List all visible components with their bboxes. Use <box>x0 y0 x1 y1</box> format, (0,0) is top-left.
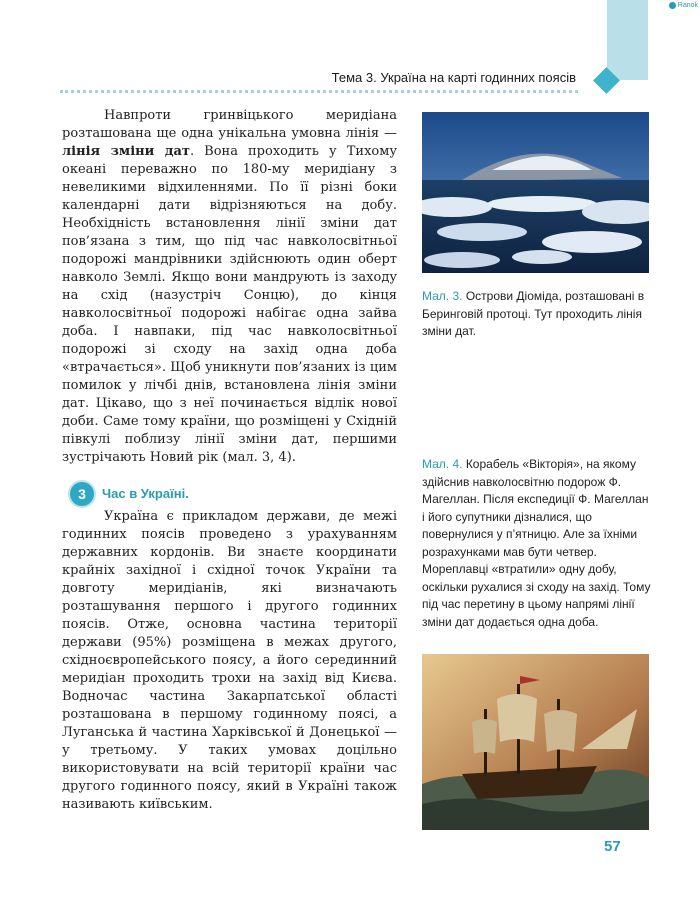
section-number-badge: 3 <box>70 482 94 506</box>
paragraph-date-line: Навпроти гринвіцького меридіана розташована ще одна унікальна умовна лінія — лінія зміни дат. Вона проходить у Тихому океані переважно по 180-му меридіану з невеликими відхиленнями. По її різні боки календарні дати відрізняються на добу. Необхідність встановлення лінії зміни дат пов’язана з тим, що під час навколосвітньої подорожі мандрівники здійснюють один оберт навколо Землі. Якщо вони мандрують із заходу на схід (назустріч Сонцю), до кінця навколосвітньої подорожі набігає одна зайва доба. І навпаки, під час навколосвітньої подорожі зі сходу на захід одна доба «втрачається». Щоб уникнути пов’язаних із цим помилок у лічбі днів, встановлена лінія зміни дат. Цікаво, що з неї починається відлік нової доби. Саме тому країни, що розміщені у Східній півкулі поблизу лінії зміни дат, першими зустрічають Новий рік (мал. 3, 4). <box>62 108 397 465</box>
header-divider <box>60 90 578 93</box>
caption-fig4-text: Корабель «Вікторія», на якому здійснив навколосвітню подорож Ф. Магеллан. Після експедиції Ф. Магеллан і його супутники дізналися, що повернулися у п’ятницю. Але за їхніми розрахунками мав бути четвер. Мореплавці «втратили» одну добу, оскільки рухалися зі сходу на захід. Тому під час перетину в цьому напрямі лінії зміни дат додається одна доба. <box>422 457 651 629</box>
photo-diomede-islands <box>422 112 649 273</box>
section-title: Час в Україні. <box>102 486 189 501</box>
caption-fig4 <box>422 456 652 631</box>
section-heading <box>70 482 397 506</box>
caption-fig3-text: Острови Діоміда, розташовані в Беринговій протоці. Тут проходить лінія зміни дат. <box>422 289 645 338</box>
paragraph-ukraine-time: Україна є прикладом держави, де межі годинних поясів проведено з урахуванням державних кордонів. Ви знаєте координати крайніх західної і східної точок України та довготу меридіанів, які визначають розташування першого і другого годинних поясів. Отже, основна частина території держави (95%) розміщена в межах другого, східноєвропейського поясу, а його серединний меридіан проходить трохи на захід від Києва. Водночас частина Закарпатської області розташована в першому годинному поясі, а Луганська й частина Харківської й Донецької — у третьому. У таких умовах доцільно використовувати на всій території країни час другого годинного поясу, який в Україні також називають київським. <box>62 509 397 812</box>
term-date-line: лінія зміни дат <box>62 144 190 159</box>
publisher-logo <box>669 2 698 9</box>
painting-ship-victoria <box>422 654 649 830</box>
caption-fig4-label: Мал. 4. <box>422 457 463 471</box>
caption-fig3-label: Мал. 3. <box>422 289 463 303</box>
corner-tab <box>607 0 648 80</box>
logo-icon <box>669 2 676 9</box>
main-text-column <box>62 107 397 814</box>
logo-text: Ranok <box>677 2 698 9</box>
topic-header: Тема 3. Україна на карті годинних поясів <box>331 70 576 85</box>
caption-fig3 <box>422 288 652 341</box>
page-number: 57 <box>604 838 621 855</box>
